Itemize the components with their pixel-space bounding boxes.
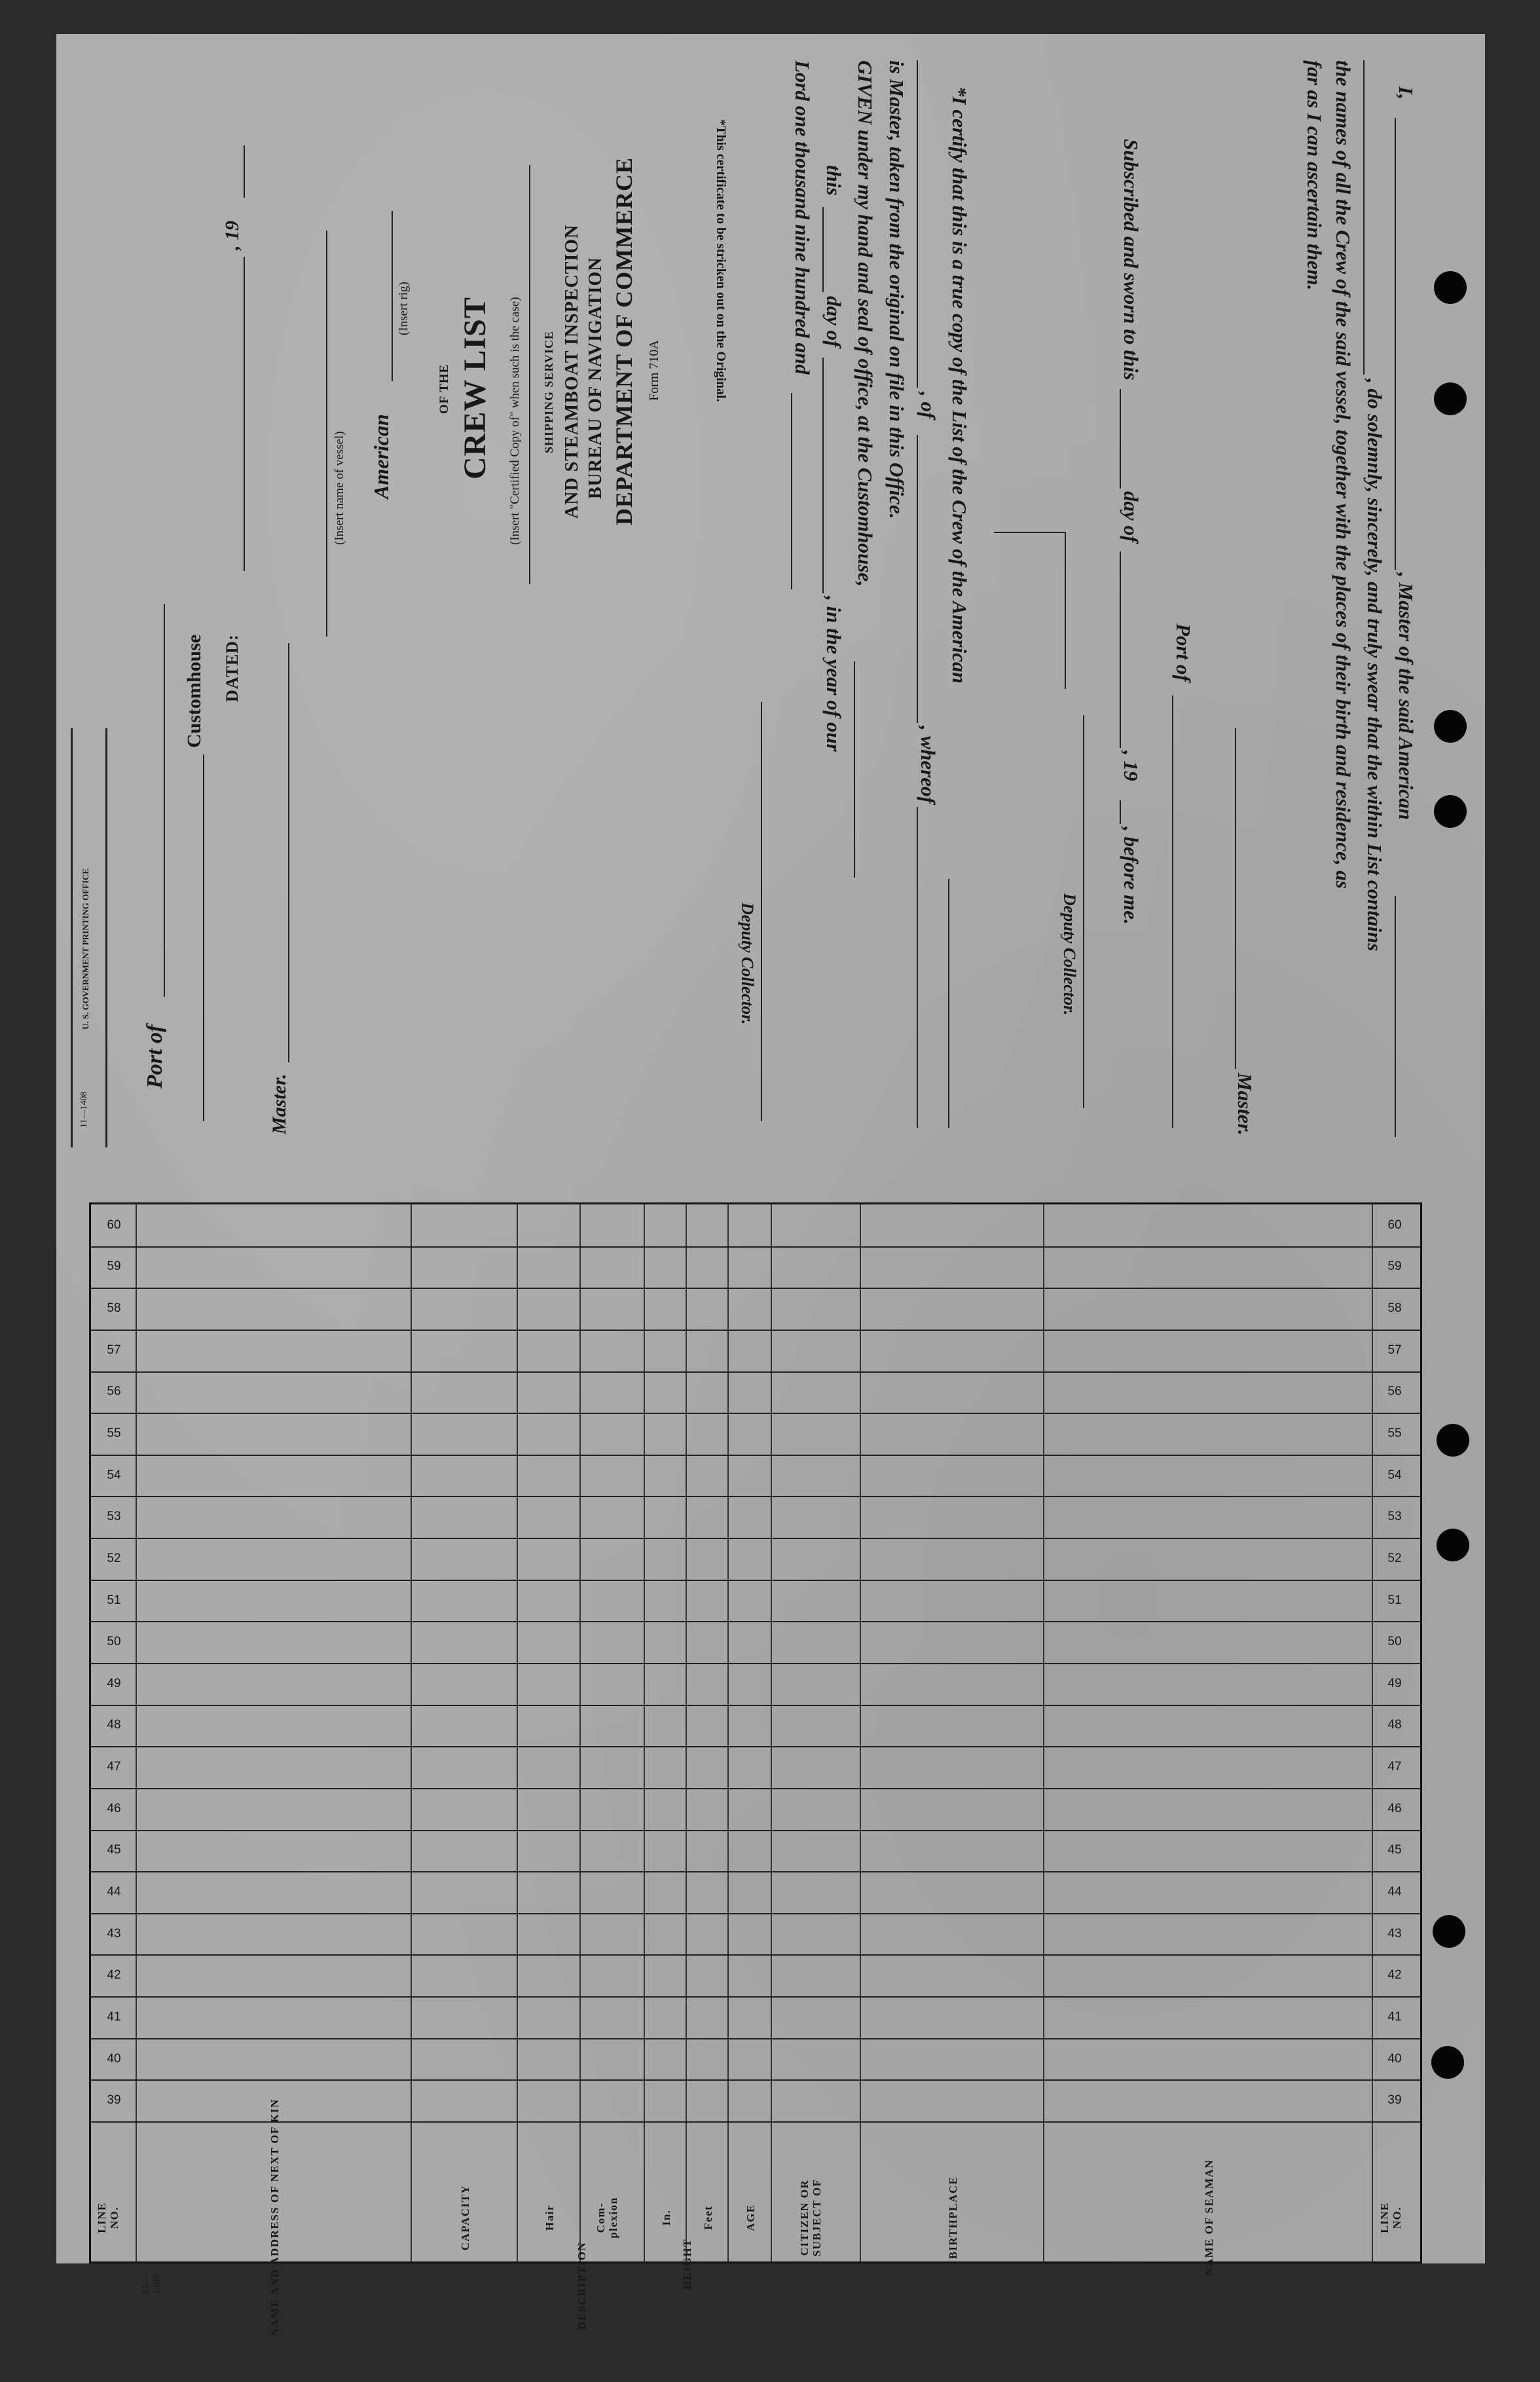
line-number-right: 50 [107, 1635, 121, 1649]
subscribed-day-of: day of [1120, 491, 1143, 543]
rotated-form [56, 34, 1485, 2337]
table-row[interactable] [91, 1288, 1420, 1330]
certify-master-line[interactable] [917, 807, 918, 1128]
header-feet: Feet [702, 2205, 714, 2230]
table-row[interactable] [91, 1413, 1420, 1455]
line-number-right: 53 [107, 1510, 121, 1524]
header-citizen: CITIZEN OR SUBJECT OF [798, 2178, 823, 2257]
cover-american: American [369, 414, 393, 499]
cover-form-number: Form 710A [647, 340, 661, 401]
master-signature-line[interactable] [1235, 728, 1236, 1069]
line-number: 57 [1387, 1343, 1402, 1357]
oath-far-as: far as I can ascertain them. [1303, 60, 1326, 291]
table-row[interactable] [91, 2079, 1420, 2121]
master-signature-label: Master. [1234, 1073, 1256, 1136]
seal-line-left [994, 532, 1066, 533]
cover-master-line[interactable] [288, 643, 289, 1062]
table-row[interactable] [91, 1330, 1420, 1371]
punch-hole [1434, 382, 1467, 415]
line-number: 51 [1387, 1593, 1402, 1607]
cover-certified-line[interactable] [529, 165, 530, 584]
line-number-right: 39 [107, 2093, 121, 2108]
punch-hole [1431, 2046, 1464, 2079]
line-number-right: 43 [107, 1926, 121, 1941]
header-line-no: LINE NO. [1378, 2202, 1403, 2233]
table-row[interactable] [91, 1788, 1420, 1830]
port-line[interactable] [1172, 696, 1173, 1128]
cert-deputy-collector-label: Deputy Collector. [738, 903, 757, 1025]
cover-insert-name: (Insert name of vessel) [333, 431, 346, 545]
line-number-right: 52 [107, 1551, 121, 1565]
line-number: 52 [1387, 1551, 1402, 1565]
cover-certified-note: (Insert "Certified Copy of" when such is the case) [508, 297, 522, 545]
certify-vessel-continue-line[interactable] [917, 60, 918, 388]
certify-of: , of [917, 392, 940, 419]
table-row[interactable] [91, 1580, 1420, 1622]
table-row[interactable] [91, 1246, 1420, 1288]
header-name-of-seaman: NAME OF SEAMAN [1203, 2159, 1215, 2277]
line-number: 42 [1387, 1968, 1402, 1982]
customhouse-line[interactable] [854, 661, 855, 878]
oath-names-line: the names of all the Crew of the said vessel, together with the places of their birth and residence, as [1332, 60, 1355, 889]
line-number-right: 56 [107, 1385, 121, 1399]
cover-port-line[interactable] [164, 604, 165, 997]
line-number: 50 [1387, 1635, 1402, 1649]
table-row[interactable] [91, 1954, 1420, 1996]
oath-master-of: , Master of the said American [1395, 572, 1418, 820]
line-number: 40 [1387, 2051, 1402, 2066]
vessel-name-continue-line[interactable] [1363, 60, 1365, 375]
punch-hole [1434, 271, 1467, 304]
line-number-right: 48 [107, 1718, 121, 1732]
lord-text: Lord one thousand nine hundred and [791, 60, 814, 375]
certify-text: *I certify that this is a true copy of the List of the Crew of the American [948, 86, 971, 684]
printer-box [71, 728, 107, 1147]
certify-vessel-line[interactable] [948, 879, 949, 1128]
header-capacity: CAPACITY [459, 2184, 471, 2251]
header-complexion: Com-plexion [595, 2197, 619, 2239]
line-number: 48 [1387, 1718, 1402, 1732]
in-year-label: , in the year of our [822, 596, 845, 752]
header-next-of-kin: NAME AND ADDRESS OF NEXT OF KIN [268, 2098, 281, 2337]
cover-customhouse-line[interactable] [203, 754, 204, 1121]
certificate-footnote: *This certificate to be stricken out on the Original. [714, 119, 728, 402]
line-number-right: 41 [107, 2009, 121, 2024]
table-row[interactable] [91, 1746, 1420, 1788]
cover-rig-line[interactable] [392, 211, 393, 381]
vessel-name-line[interactable] [1395, 896, 1396, 1137]
master-name-line[interactable] [1395, 118, 1396, 570]
is-master-text: is Master, taken from the original on file in this Office. [885, 60, 908, 519]
table-form-code: 11—1408 [141, 2275, 162, 2294]
table-row[interactable] [91, 1705, 1420, 1747]
deputy-collector-label: Deputy Collector. [1060, 893, 1079, 1016]
line-number: 39 [1387, 2093, 1402, 2108]
cover-department: DEPARTMENT OF COMMERCE [611, 157, 637, 525]
table-row[interactable] [91, 1455, 1420, 1497]
subscribed-month-line[interactable] [1120, 551, 1121, 748]
line-number-right: 58 [107, 1301, 121, 1316]
line-number-right: 59 [107, 1259, 121, 1274]
cover-year-line[interactable] [244, 145, 245, 198]
line-number: 49 [1387, 1676, 1402, 1690]
oath-i-label: I, [1395, 86, 1418, 100]
header-line-no-right: LINE NO. [96, 2202, 120, 2233]
cover-master: Master. [268, 1073, 290, 1134]
cert-deputy-signature-line[interactable] [761, 702, 762, 1121]
table-row[interactable] [91, 1871, 1420, 1913]
subscribed-label: Subscribed and sworn to this [1120, 139, 1143, 381]
line-number-right: 55 [107, 1426, 121, 1440]
cover-of-the: OF THE [437, 363, 451, 414]
punch-hole [1433, 1915, 1465, 1948]
cover-year: , 19 [221, 221, 243, 250]
oath-do-solemnly: , do solemnly, sincerely, and truly swear that the within List contains [1363, 379, 1386, 952]
header-separator [91, 2121, 1420, 2123]
line-number-right: 47 [107, 1760, 121, 1774]
line-number-right: 44 [107, 1885, 121, 1899]
header-age: AGE [744, 2204, 757, 2231]
line-number: 60 [1387, 1218, 1402, 1232]
subscribed-year: , 19 [1120, 751, 1143, 781]
cert-day-of: day of [822, 296, 845, 348]
header-inches: In. [660, 2209, 672, 2226]
seal-line-top [1065, 532, 1066, 689]
given-text: GIVEN under my hand and seal of office, at the Customhouse, [854, 60, 877, 587]
printer-name: U. S. GOVERNMENT PRINTING OFFICE [81, 868, 90, 1030]
line-number: 43 [1387, 1926, 1402, 1941]
punch-hole [1434, 795, 1467, 828]
line-number: 45 [1387, 1843, 1402, 1857]
cover-bureau-1: BUREAU OF NAVIGATION [585, 257, 606, 499]
line-number-right: 54 [107, 1468, 121, 1482]
line-number-right: 51 [107, 1593, 121, 1607]
header-height: HEIGHT [681, 2239, 693, 2290]
lord-year-line[interactable] [791, 393, 792, 589]
punch-hole [1434, 710, 1467, 743]
table-row[interactable] [91, 1371, 1420, 1413]
header-birthplace: BIRTHPLACE [947, 2176, 959, 2260]
line-number: 44 [1387, 1885, 1402, 1899]
line-number-right: 46 [107, 1801, 121, 1815]
this-label: this [822, 165, 845, 196]
line-number: 54 [1387, 1468, 1402, 1482]
line-number-right: 42 [107, 1968, 121, 1982]
cover-service: SHIPPING SERVICE [542, 331, 555, 453]
certify-port-line[interactable] [917, 435, 918, 723]
cover-title: CREW LIST [458, 297, 492, 479]
line-number: 53 [1387, 1510, 1402, 1524]
crew-list-sheet [56, 34, 1485, 2337]
form-cover-panel [79, 73, 699, 1174]
line-number: 55 [1387, 1426, 1402, 1440]
before-me-label: , before me. [1120, 827, 1143, 925]
table-row[interactable] [91, 1663, 1420, 1705]
line-number-right: 60 [107, 1218, 121, 1232]
this-day-line[interactable] [822, 207, 824, 292]
cover-port-of: Port of [143, 1024, 167, 1089]
table-row[interactable] [91, 2038, 1420, 2080]
certify-whereof: , whereof [917, 726, 940, 804]
printer-code: 11—1408 [79, 1091, 89, 1128]
subscribed-year-line[interactable] [1120, 800, 1121, 824]
line-number: 58 [1387, 1301, 1402, 1316]
cover-dated: DATED: [223, 634, 242, 702]
punch-hole [1437, 1424, 1469, 1457]
cover-bureau-2: AND STEAMBOAT INSPECTION [562, 224, 582, 519]
table-row[interactable] [91, 1913, 1420, 1955]
line-number: 47 [1387, 1760, 1402, 1774]
deputy-signature-line[interactable] [1083, 715, 1084, 1108]
table-row[interactable] [91, 1996, 1420, 2038]
table-row[interactable] [91, 1830, 1420, 1872]
table-row[interactable] [91, 1621, 1420, 1663]
cover-insert-rig: (Insert rig) [397, 282, 411, 335]
header-hair: Hair [543, 2205, 556, 2231]
line-number-right: 57 [107, 1343, 121, 1357]
table-row[interactable] [91, 1204, 1420, 1246]
table-row[interactable] [91, 1496, 1420, 1538]
port-of-label: Port of [1172, 623, 1195, 682]
line-number-right: 49 [107, 1676, 121, 1690]
cover-date-line[interactable] [244, 257, 245, 571]
line-number-right: 40 [107, 2051, 121, 2066]
line-number: 56 [1387, 1385, 1402, 1399]
line-number: 41 [1387, 2009, 1402, 2024]
cover-customhouse: Customhouse [183, 634, 205, 748]
line-number: 59 [1387, 1259, 1402, 1274]
table-row[interactable] [91, 1538, 1420, 1580]
header-description: DESCRIPTION [576, 2241, 588, 2330]
cover-vessel-line[interactable] [326, 231, 327, 637]
cert-month-line[interactable] [822, 358, 824, 593]
subscribed-day-line[interactable] [1120, 389, 1121, 489]
crew-table [89, 1202, 1422, 2337]
line-number: 46 [1387, 1801, 1402, 1815]
line-number-right: 45 [107, 1843, 121, 1857]
punch-hole [1437, 1529, 1469, 1561]
